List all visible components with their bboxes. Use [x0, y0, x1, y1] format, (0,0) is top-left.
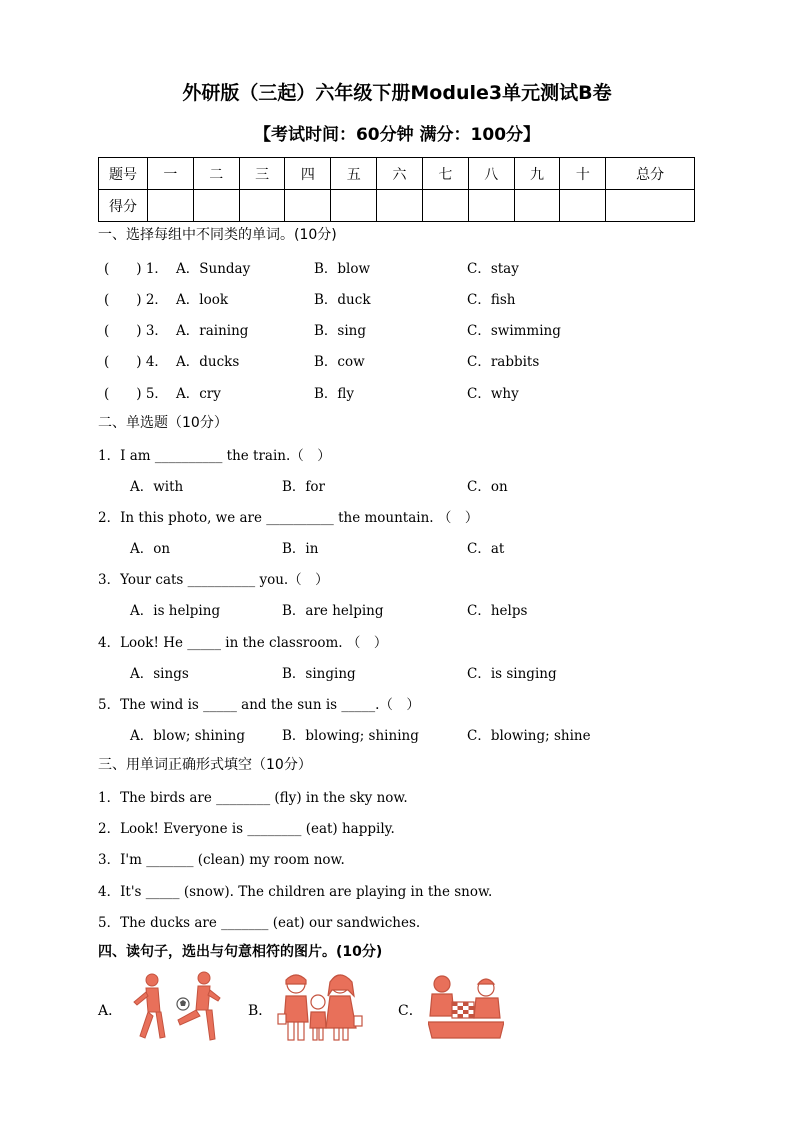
score-header-cell: 七 [422, 158, 468, 190]
s1-q5-option-a: A．cry [176, 386, 221, 402]
s1-q1-option-b: B．blow [314, 261, 371, 277]
score-cell[interactable] [148, 190, 194, 222]
s3-q2: 2．Look! Everyone is ________ (eat) happily. [98, 821, 395, 837]
score-header-cell: 六 [377, 158, 423, 190]
s1-q1-prefix: ( ) 1． [104, 261, 168, 277]
s2-q1-option-c: C．on [467, 479, 508, 495]
score-header-cell: 三 [239, 158, 285, 190]
page-title: 外研版（三起）六年级下册Module3单元测试B卷 [182, 82, 612, 104]
s1-q2-option-c: C．fish [467, 292, 516, 308]
s1-q2-option-a: A．look [176, 292, 229, 308]
s1-q3-option-a: A．raining [176, 323, 249, 339]
s2-q1-option-b: B．for [282, 479, 325, 495]
score-table [98, 157, 695, 222]
s1-q2-prefix: ( ) 2． [104, 292, 168, 308]
score-header-cell: 四 [285, 158, 331, 190]
score-header-cell: 八 [468, 158, 514, 190]
score-cell[interactable] [285, 190, 331, 222]
s3-q1: 1．The birds are ________ (fly) in the sky now. [98, 790, 408, 806]
s1-q3-prefix: ( ) 3． [104, 323, 168, 339]
s3-q4: 4．It's _____ (snow). The children are playing in the snow. [98, 884, 493, 900]
s2-q4-option-a: A．sings [130, 666, 189, 682]
score-cell[interactable] [560, 190, 606, 222]
s1-q2-option-b: B．duck [314, 292, 371, 308]
score-table-header-row [99, 158, 695, 190]
s2-q2-option-a: A．on [130, 541, 171, 557]
section1-heading: 一、选择每组中不同类的单词。(10分) [98, 227, 337, 243]
s2-q3-option-c: C．helps [467, 603, 528, 619]
s3-q5: 5．The ducks are _______ (eat) our sandwiches. [98, 915, 421, 931]
score-cell[interactable] [377, 190, 423, 222]
s2-q2-question: 2．In this photo, we are __________ the mountain. （ ） [98, 510, 479, 526]
score-header-cell: 九 [514, 158, 560, 190]
picture-options [98, 968, 518, 1048]
section4-heading: 四、读句子，选出与句意相符的图片。(10分) [98, 944, 383, 960]
picture-label-b: B． [248, 1003, 273, 1019]
s1-q4-option-a: A．ducks [176, 354, 240, 370]
soccer-players-image [126, 968, 222, 1046]
score-cell[interactable] [193, 190, 239, 222]
s1-q4-option-c: C．rabbits [467, 354, 540, 370]
score-header-cell: 一 [148, 158, 194, 190]
s1-q1-option-c: C．stay [467, 261, 519, 277]
score-table-score-row [99, 190, 695, 222]
s2-q3-option-b: B．are helping [282, 603, 384, 619]
s2-q5-question: 5．The wind is _____ and the sun is _____.（ ） [98, 697, 420, 713]
s1-q5-prefix: ( ) 5． [104, 386, 168, 402]
s2-q4-question: 4．Look! He _____ in the classroom. （ ） [98, 635, 388, 651]
score-header-cell: 十 [560, 158, 606, 190]
score-header-cell: 二 [193, 158, 239, 190]
s1-q3-option-b: B．sing [314, 323, 367, 339]
s1-q5-option-b: B．fly [314, 386, 355, 402]
score-header-cell: 题号 [99, 158, 148, 190]
score-cell[interactable] [239, 190, 285, 222]
score-cell[interactable] [422, 190, 468, 222]
s2-q4-option-b: B．singing [282, 666, 356, 682]
s2-q3-question: 3．Your cats __________ you.（ ） [98, 572, 329, 588]
family-shopping-image [276, 972, 364, 1044]
exam-info: 【考试时间：60分钟 满分：100分】 [253, 125, 541, 145]
s1-q4-option-b: B．cow [314, 354, 365, 370]
score-cell[interactable] [331, 190, 377, 222]
s1-q4-prefix: ( ) 4． [104, 354, 168, 370]
s1-q5-option-c: C．why [467, 386, 519, 402]
picture-label-a: A． [98, 1003, 123, 1019]
s2-q5-option-a: A．blow; shining [130, 728, 246, 744]
score-row-label: 得分 [99, 190, 148, 222]
score-cell[interactable] [606, 190, 695, 222]
score-header-cell: 五 [331, 158, 377, 190]
s2-q2-option-c: C．at [467, 541, 505, 557]
score-cell[interactable] [468, 190, 514, 222]
section2-heading: 二、单选题（10分） [98, 415, 228, 431]
s2-q5-option-c: C．blowing; shine [467, 728, 591, 744]
s2-q5-option-b: B．blowing; shining [282, 728, 419, 744]
s3-q3: 3．I'm _______ (clean) my room now. [98, 852, 345, 868]
s2-q4-option-c: C．is singing [467, 666, 557, 682]
s1-q3-option-c: C．swimming [467, 323, 561, 339]
s2-q1-option-a: A．with [130, 479, 184, 495]
s1-q1-option-a: A．Sunday [176, 261, 251, 277]
s2-q1-question: 1．I am __________ the train.（ ） [98, 448, 331, 464]
section3-heading: 三、用单词正确形式填空（10分） [98, 757, 312, 773]
s2-q2-option-b: B．in [282, 541, 319, 557]
score-header-cell: 总分 [606, 158, 695, 190]
score-cell[interactable] [514, 190, 560, 222]
picture-label-c: C． [398, 1003, 423, 1019]
s2-q3-option-a: A．is helping [130, 603, 221, 619]
children-playing-chess-image [428, 972, 504, 1040]
